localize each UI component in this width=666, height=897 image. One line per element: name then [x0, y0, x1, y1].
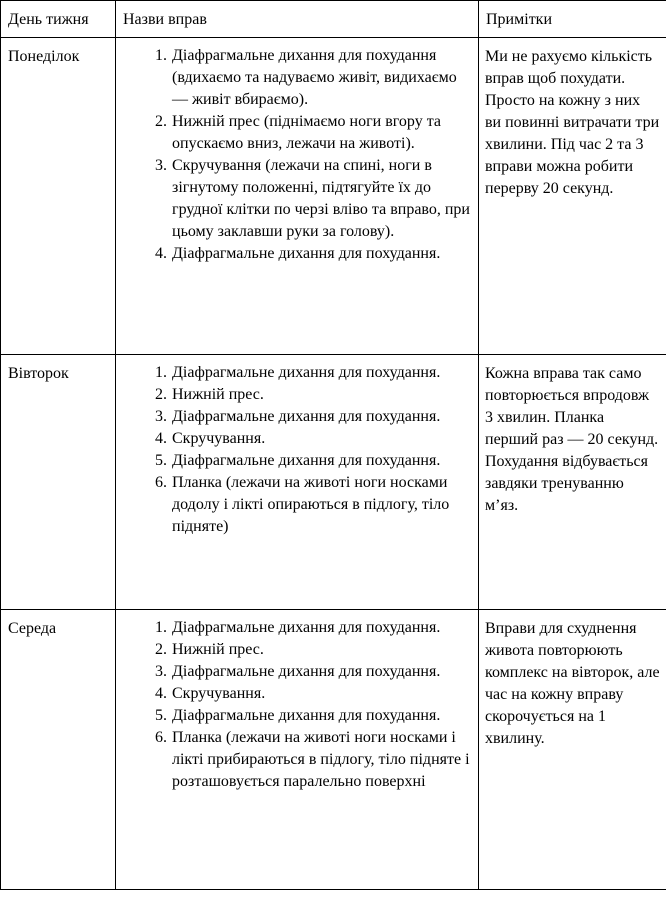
exercise-list: [116, 45, 474, 265]
exercise-item: 3. Діафрагмальне дихання для похудання.: [171, 661, 474, 683]
header-exercises: Назви вправ: [116, 1, 479, 38]
note-cell: Кожна вправа так само повторюється впродовж 3 хвилин. Планка перший раз — 20 секунд. Похудання відбувається завдяки тренуванню м’яз.: [479, 355, 666, 610]
exercise-item: 1. Діафрагмальне дихання для похудання.: [171, 362, 474, 384]
exercise-item: 6. Планка (лежачи на животі ноги носками додолу і лікті опираються в підлогу, тіло підняте): [171, 472, 474, 538]
exercises-cell: [116, 610, 479, 890]
header-notes: Примітки: [479, 1, 666, 38]
table-row: [1, 355, 666, 610]
header-day: День тижня: [1, 1, 116, 38]
header-row: [1, 1, 666, 38]
exercise-item: 4. Скручування.: [171, 683, 474, 705]
table-row: [1, 38, 666, 355]
exercise-item: 3. Діафрагмальне дихання для похудання.: [171, 406, 474, 428]
note-cell: Ми не рахуємо кількість вправ щоб похудати. Просто на кожну з них ви повинні витрачати три хвилини. Під час 2 та 3 вправи можна робити перерву 20 секунд.: [479, 38, 666, 355]
table-row: [1, 610, 666, 890]
note-cell: Вправи для схуднення живота повторюють комплекс на вівторок, але час на кожну вправу скорочується на 1 хвилину.: [479, 610, 666, 890]
exercise-item: 2. Нижній прес.: [171, 384, 474, 406]
exercises-cell: [116, 355, 479, 610]
exercise-item: 5. Діафрагмальне дихання для похудання.: [171, 450, 474, 472]
exercise-list: [116, 617, 474, 793]
day-cell: Вівторок: [1, 355, 116, 610]
exercise-item: 3. Скручування (лежачи на спині, ноги в зігнутому положенні, підтягуйте їх до грудної клітки по черзі вліво та вправо, при цьому заклавши руки за голову).: [171, 155, 474, 243]
exercises-cell: [116, 38, 479, 355]
exercise-item: 4. Скручування.: [171, 428, 474, 450]
exercise-item: 4. Діафрагмальне дихання для похудання.: [171, 243, 474, 265]
exercise-item: 2. Нижній прес (піднімаємо ноги вгору та опускаємо вниз, лежачи на животі).: [171, 111, 474, 155]
exercise-list: [116, 362, 474, 538]
exercise-item: 1. Діафрагмальне дихання для похудання.: [171, 617, 474, 639]
day-cell: Середа: [1, 610, 116, 890]
exercise-item: 5. Діафрагмальне дихання для похудання.: [171, 705, 474, 727]
day-cell: Понеділок: [1, 38, 116, 355]
exercise-item: 2. Нижній прес.: [171, 639, 474, 661]
exercise-item: 1. Діафрагмальне дихання для похудання (вдихаємо та надуваємо живіт, видихаємо — живіт вбираємо).: [171, 45, 474, 111]
exercise-item: 6. Планка (лежачи на животі ноги носками і лікті прибираються в підлогу, тіло підняте і розташовується паралельно поверхні: [171, 727, 474, 793]
